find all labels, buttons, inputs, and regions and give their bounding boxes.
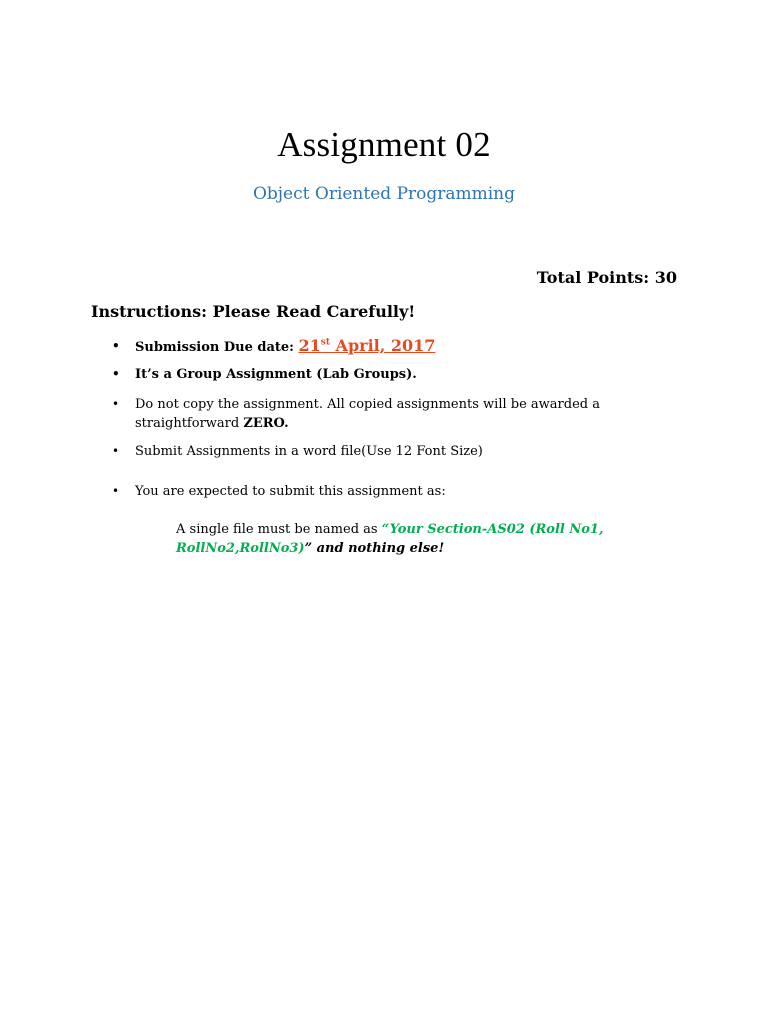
- due-date-rest: April, 2017: [329, 336, 436, 355]
- list-item-expected: [110, 482, 630, 502]
- due-date-label: Submission Due date:: [135, 340, 299, 355]
- due-date-value: [298, 336, 435, 355]
- naming-close: ” and nothing else!: [304, 541, 445, 556]
- course-subtitle: Object Oriented Programming: [252, 184, 516, 204]
- group-assignment-text: It’s a Group Assignment (Lab Groups).: [135, 367, 417, 382]
- bullet-icon: •: [112, 397, 120, 411]
- bullet-icon: •: [112, 444, 120, 458]
- list-item-word-file: [110, 442, 630, 482]
- list-item-due-date: [110, 334, 630, 365]
- file-naming-instruction: [176, 520, 616, 558]
- bullet-icon: •: [112, 339, 120, 353]
- total-points: Total Points: 30: [536, 268, 677, 287]
- due-date-suffix: st: [320, 337, 330, 348]
- page-title: Assignment 02: [277, 125, 491, 164]
- zero-emphasis: ZERO.: [243, 416, 289, 431]
- bullet-icon: •: [112, 367, 120, 381]
- due-date-day: 21: [298, 336, 321, 355]
- bullet-icon: •: [112, 484, 120, 498]
- list-item-no-copy: [110, 395, 630, 442]
- naming-prefix: A single file must be named as: [176, 522, 382, 537]
- naming-open-quote: “: [381, 522, 390, 537]
- no-copy-text: Do not copy the assignment. All copied assignments will be awarded a straightforward: [135, 397, 600, 431]
- list-item-group: [110, 365, 630, 395]
- expected-text: You are expected to submit this assignment as:: [135, 484, 446, 499]
- instructions-heading: Instructions: Please Read Carefully!: [91, 302, 416, 321]
- instructions-list: [110, 334, 630, 502]
- word-file-text: Submit Assignments in a word file(Use 12 Font Size): [135, 444, 483, 459]
- naming-format: Your Section-AS02 (Roll No1, RollNo2,RollNo3): [176, 522, 604, 556]
